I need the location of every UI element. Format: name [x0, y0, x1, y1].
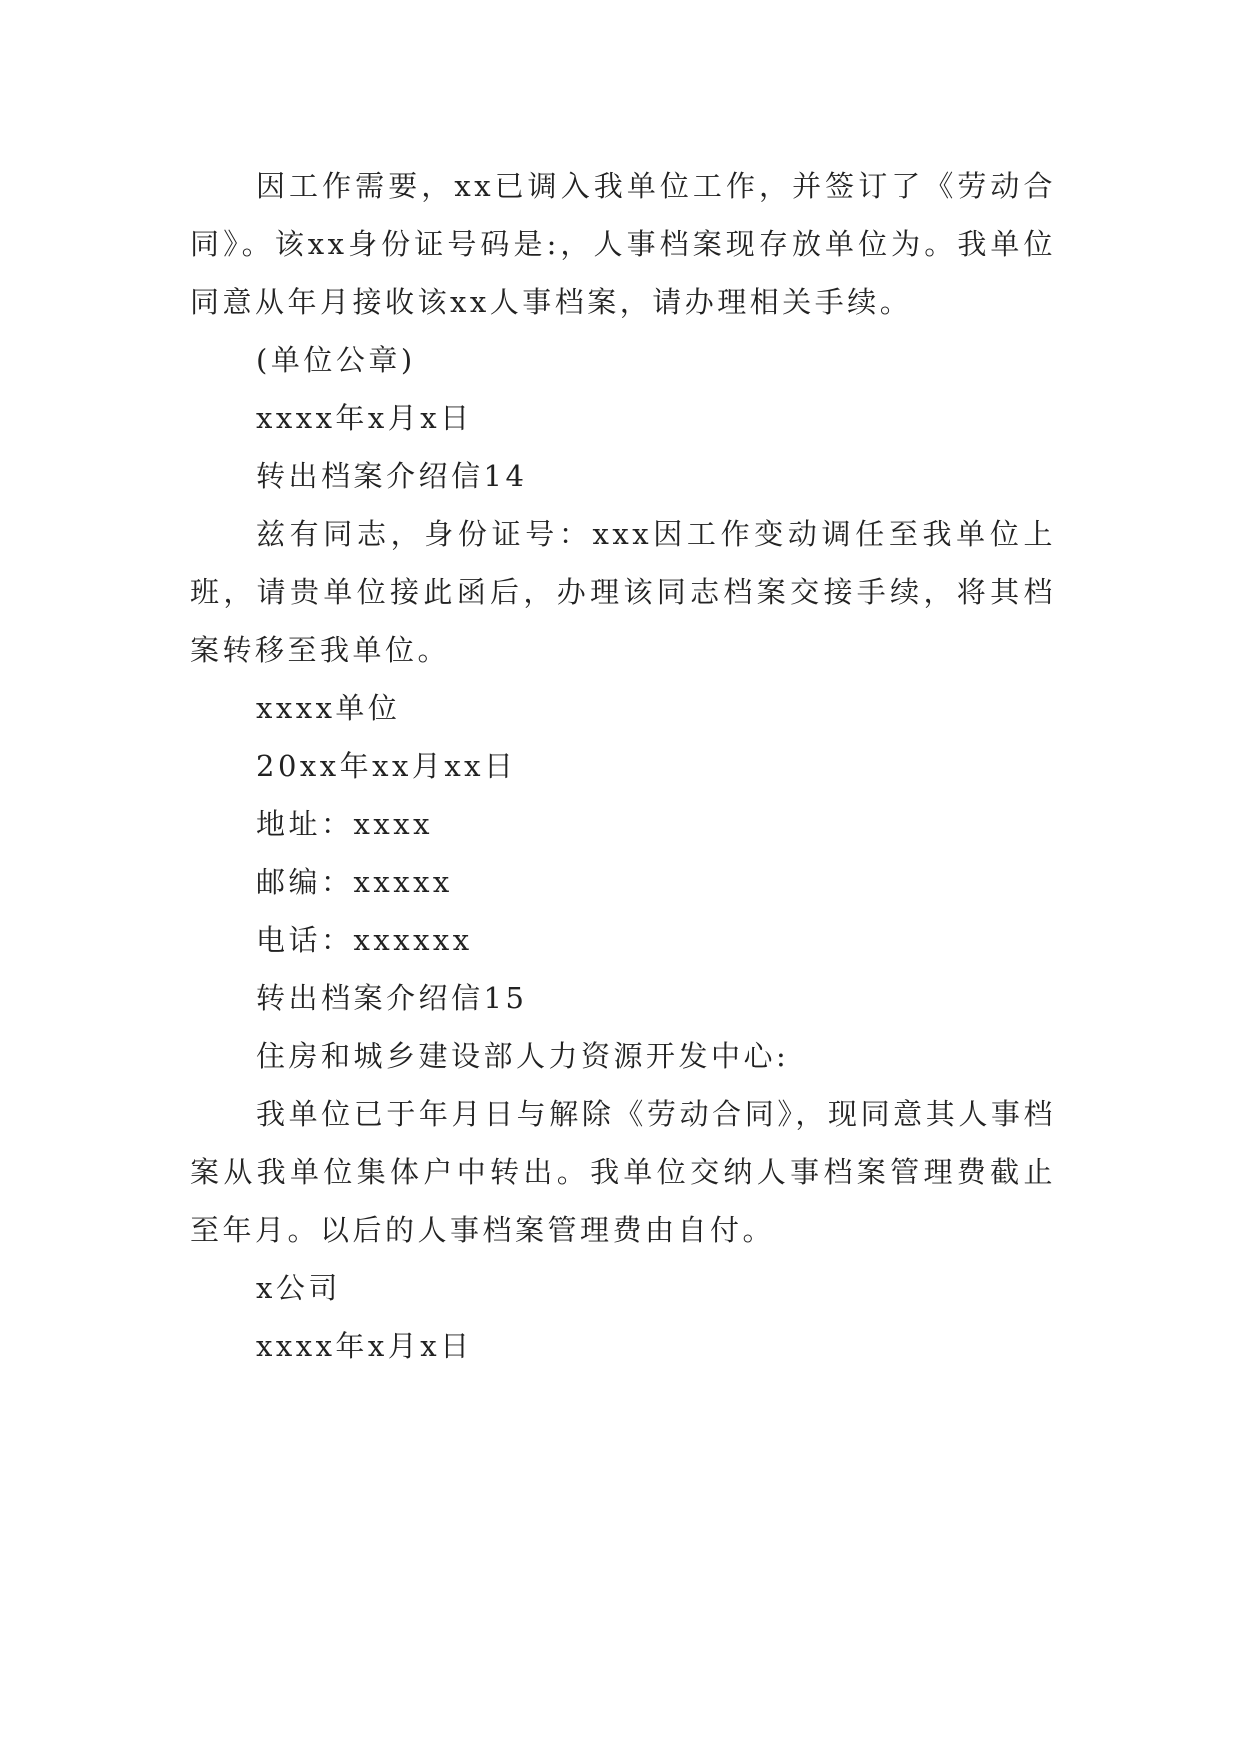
document-body: [190, 157, 1056, 1375]
paragraph-recipient: 住房和城乡建设部人力资源开发中心:: [256, 1039, 790, 1073]
section-heading-14: 转出档案介绍信14: [256, 459, 528, 493]
paragraph-company-signature: x公司: [256, 1271, 341, 1305]
paragraph-transfer-in-notice: 因工作需要，xx已调入我单位工作，并签订了《劳动合同》。该xx身份证号码是:，人事档案现存放单位为。我单位同意从年月接收该xx人事档案，请办理相关手续。: [190, 169, 1056, 319]
paragraph-unit-signature: xxxx单位: [256, 691, 401, 725]
paragraph-postcode: 邮编：xxxxx: [256, 865, 453, 899]
paragraph-transfer-request: 兹有同志，身份证号：xxx因工作变动调任至我单位上班，请贵单位接此函后，办理该同志档案交接手续，将其档案转移至我单位。: [190, 517, 1056, 667]
paragraph-date: 20xx年xx月xx日: [256, 749, 517, 783]
paragraph-seal: (单位公章): [256, 343, 416, 377]
paragraph-address: 地址：xxxx: [256, 807, 433, 841]
paragraph-phone: 电话：xxxxxx: [256, 923, 473, 957]
paragraph-transfer-out-notice: 我单位已于年月日与解除《劳动合同》，现同意其人事档案从我单位集体户中转出。我单位交纳人事档案管理费截止至年月。以后的人事档案管理费由自付。: [190, 1097, 1056, 1247]
paragraph-date: xxxx年x月x日: [256, 401, 473, 435]
section-heading-15: 转出档案介绍信15: [256, 981, 528, 1015]
paragraph-date: xxxx年x月x日: [256, 1329, 473, 1363]
